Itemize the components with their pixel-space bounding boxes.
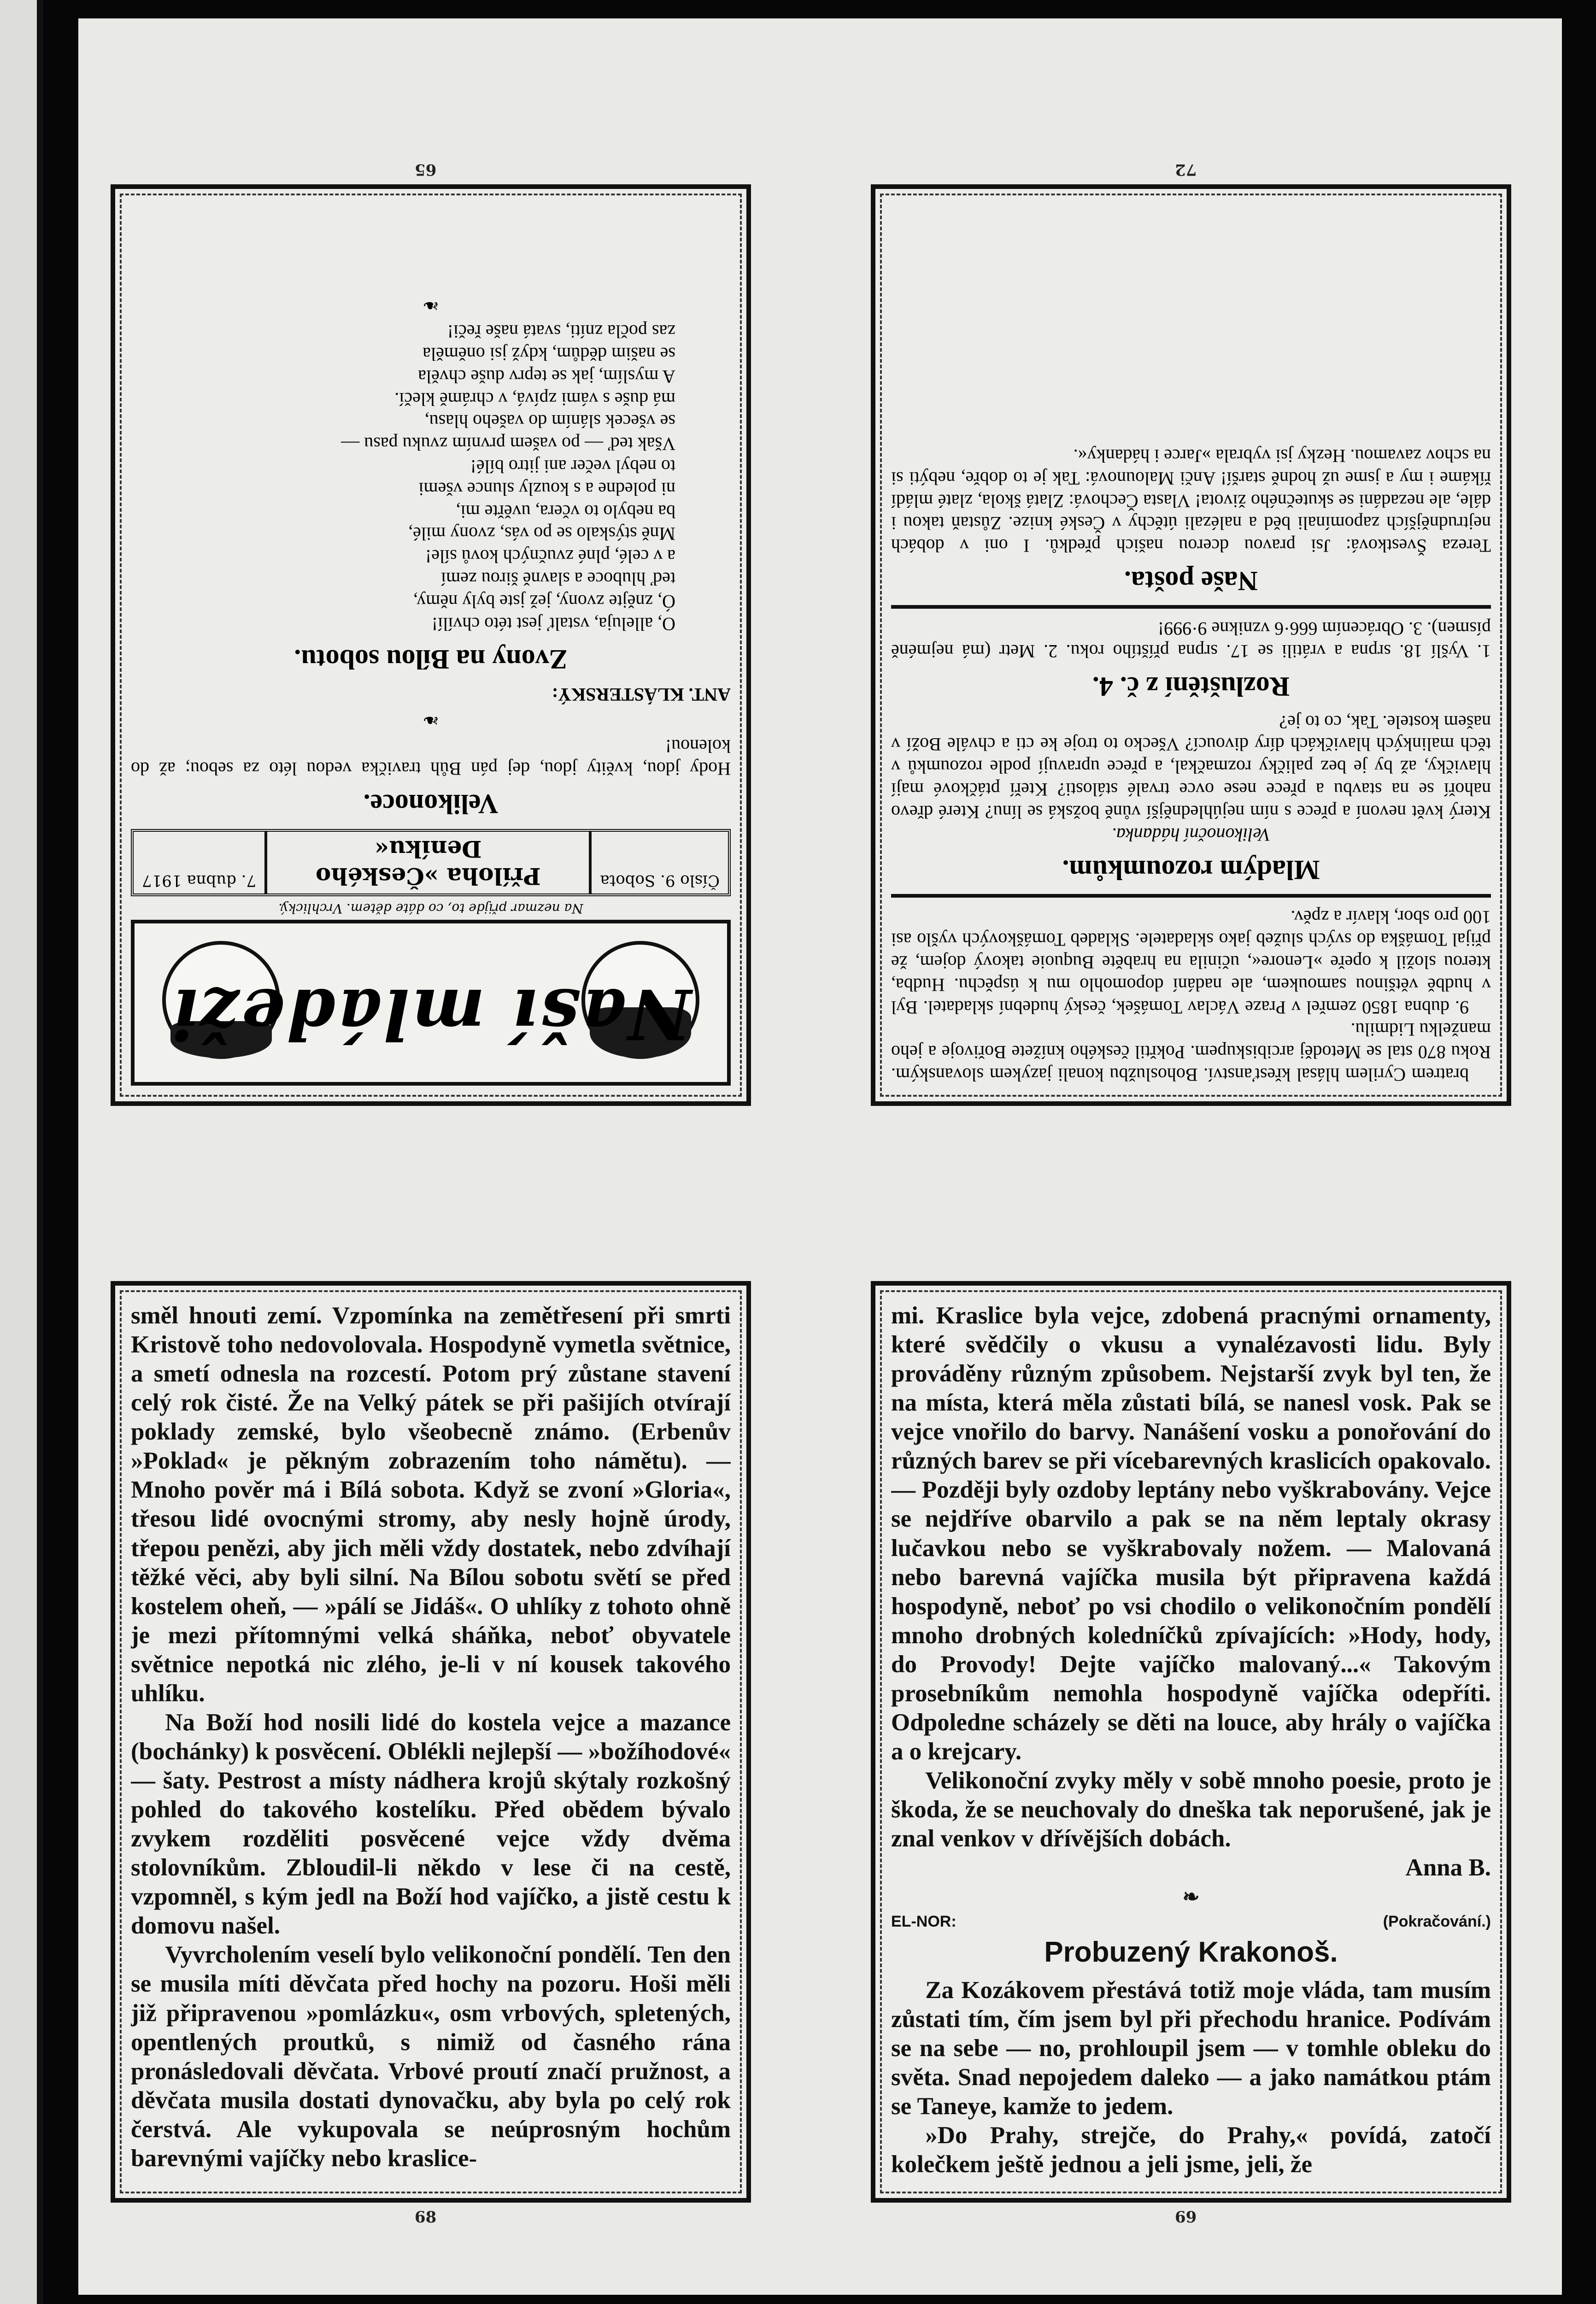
velikonoce-heading: Velikonoce.: [363, 789, 499, 819]
page-number-72: 72: [1175, 160, 1197, 179]
banner-title: Naší mládeži: [170, 973, 692, 1054]
ornament-icon: ❧: [422, 294, 440, 317]
masthead-issue: Číslo 9. Sobota: [600, 871, 720, 890]
signature: Anna B.: [1405, 1854, 1491, 1881]
mladym-rozoumkum-heading: Mladým rozoumkům.: [1062, 854, 1320, 885]
page-68-content: [131, 1301, 731, 2182]
page-68-text: [131, 1301, 731, 2173]
poem-line: se všecek sláním do vašeho hlasu,: [424, 411, 675, 432]
poem-line: ba nebylo to včera, uvěřte mi,: [456, 501, 675, 522]
page-72: [871, 160, 1511, 1106]
poem-line: Však teď — po vašem prvním zvuku pasu —: [341, 434, 675, 455]
paragraph: Velikonoční zvyky měly v sobě mnoho poesie, proto je škoda, že se neuchovaly do dneška tak neporušené, jak je znal venkov v dřívějších dobách.: [891, 1767, 1491, 1852]
paragraph: bratrem Cyrilem hlásal křesťanství. Bohoslužbu konali jazykem slovanským. Roku 870 stal se Metoděj arcibiskupem. Pokřtil českého knížete Bořivoje a jeho manželku Lidmilu.: [891, 1019, 1491, 1085]
ornament-icon: ❧: [1182, 1886, 1200, 1909]
zvony-heading: Zvony na Bílou sobotu.: [294, 644, 568, 675]
continued-note: (Pokračování.): [1383, 1912, 1491, 1930]
author-elnor: EL-NOR:: [891, 1912, 956, 1930]
riddle-text: Který květ nevoní a přece s ním nejúhlednější vůně božská se línu? Které dřevo nahoří se na stavbu a přece nese ovce trvalé stálosti? Kteří ptáčkové mají hlavičky, až by je bez paličky rozmačkal, a přece upravují podle rozoumků v těch malinkých hlavičkách díry divoucí? Všecko to troje ke cti a chvále Boží v našem kostele. Tak, co to je?: [891, 711, 1491, 823]
page-72-content: [891, 205, 1491, 1086]
paragraph: 9. dubna 1850 zemřel v Praze Václav Tomášek, český hudební skladatel. Byl v hudbě většinou samoukem, ale nadání dopomohlo mu k úspěchu. Hudba, kterou složil k opeře »Lenore«, učinila na hraběte Buquoie takový dojem, že přijal Tomáška do svých služeb jako skladatele. Skladeb Tomáškových vyšlo asi 100 pro sbor, klavír a zpěv.: [891, 907, 1491, 1018]
poem-line: Ó, znějte zvony, jež jste byly němy,: [413, 591, 675, 612]
poem-line: teď hluboce a slavně širou zemí: [440, 569, 675, 590]
velikonoce-verse: Hody jdou, kvěity jdou, dej pán Bůh travička vedou léto za sebou; až do kolenou!: [131, 736, 731, 779]
paragraph: Vyvrcholením veselí bylo velikonoční pondělí. Ten den se musila míti děvčata před hochy na pozoru. Hoši měli již připravenou »pomlázku«, osm vrbových, spletených, opentlených proutků, s nimiž od časného rána pronásledovali děvčata. Vrbové proutí značí pružnost, a děvčata musila dostati dynovačku, aby byla po celý rok čerstvá. Ale vykupovala se neúprosným hochům barevnými vajíčky nebo kraslice-: [131, 1941, 731, 2172]
poem-line: a v celé, plné zvučných kovů síle!: [425, 546, 675, 567]
ornament-icon: ❧: [422, 708, 440, 732]
tagline: Na nezmar přijde to, co dáte dětem. Vrchlický.: [278, 901, 583, 916]
masthead-title: Příloha »Českého Deníku«: [264, 832, 592, 893]
poem-line: ni poledne a s kouzly slunce všemi: [418, 478, 675, 500]
post-text: Tereza Švestková: Jsi pravou dcerou našich předků. I oni v dobách nejtrudnějších zapomínali běd a nalézali útěchy v České knize. Zůstaň takou i dále, ale nezadáni se skutečného života! Vlasta Čechová: Zlatá škola, zlaté mládí říkáme i my a jsme už hodně starší! Anči Malounová: Tak je to dobře, nebýti si na schov zavamou. Hezky jsi vybrala »Jarce i hádanky«.: [891, 446, 1491, 557]
page-69-text: [891, 1301, 1491, 2179]
nasi-mladezi-banner: [131, 920, 731, 1086]
page-number-69: 69: [1175, 2208, 1197, 2227]
solution-text: 1. Vyšlí 18. srpna a vrátili se 17. srpna příštího roku. 2. Metr (má nejméně písmen). 3. Obrácením 666·6 vznikne 9·999!: [891, 618, 1491, 662]
scanned-sheet: [78, 18, 1562, 2295]
poem-line: zas počla zníti, svatá naše řeči!: [447, 321, 675, 342]
paragraph: mi. Kraslice byla vejce, zdobená pracnými ornamenty, které svědčily o vkusu a vynalézavosti lidu. Byly prováděny různým způsobem. Nejstarší zvyk byl ten, že na místa, která měla zůstati bílá, se nanesl vosk. Pak se vejce vnořilo do barvy. Nanášení vosku a ponořování do různých barev se při vícebarevných kraslicích opakovalo. — Později byly ozdoby leptány nebo vyškrabovány. Vejce se nejdříve obarvilo a pak se na něm leptaly okrasy lučavkou nebo se vyškrabovaly nožem. — Malovaná nebo barevná vajíčka musila být připravena každá hospodyně, neboť po vsi chodilo o velikonočním pondělí mnoho drobných koledníčků zpívajících: »Hody, hody, do Provody! Dejte vajíčko malovaný...« Takovým prosebníkům nemohla hospodyně vajíčka odepříti. Odpoledne scházely se děti na louce, aby hrály o vajíčka a o krejcary.: [891, 1302, 1491, 1765]
poem-line: O, alleluja, vstalť jest této chvílí!: [431, 613, 675, 635]
paragraph: Za Kozákovem přestává totiž moje vláda, tam musím zůstati tím, čím jsem byl při přechodu hranice. Podívám se na sebe — no, prohloupil jsem — v tomhle obleku do světa. Snad nepojedem daleko — a jako namátkou ptám se Taneye, kamže to jedem.: [891, 1976, 1491, 2120]
krakonos-heading: Probuzený Krakonoš.: [1044, 1936, 1338, 1969]
page-69: [871, 1281, 1511, 2227]
paragraph: směl hnouti zemí. Vzpomínka na zemětřesení při smrti Kristově toho nedovolovala. Hospodyně vymetla světnice, a smetí odnesla na rozcestí. Potom prý zůstane stavení celý rok čisté. Že na Velký pátek se při pašijích otvírají poklady zemské, bylo všeobecně známo. (Erbenův »Poklad« je pěkným zobrazením toho námětu). — Mnoho pověr má i Bílá sobota. Když se zvoní »Gloria«, třesou lidé ovocnými stromy, aby nesly hojně úrody, třepou penězi, aby jich měli vždy dostatek, nebo zdvíhají těžké věci, aby byli silní. Na Bílou sobotu světí se před kostelem oheň, — »pálí se Jidáš«. O uhlíky z tohoto ohně je mezi přítomnými velká sháňka, neboť obyvatele světnice nepotká nic zlého, je-li v ní kousek takového uhlíku.: [131, 1302, 731, 1707]
zvony-poem: [131, 320, 731, 635]
rozlusteni-heading: Rozluštění z č. 4.: [1092, 671, 1290, 702]
masthead-date: 7. dubna 1917: [142, 871, 257, 890]
poem-line: se našim dědům, když jsi oněměla: [422, 344, 675, 365]
paragraph: »Do Prahy, strejče, do Prahy,« povídá, zatočí kolečkem ještě jednou a jeli jsme, jeli, že: [891, 2122, 1491, 2178]
nase-posta-heading: Naše pošta.: [1124, 566, 1258, 597]
poem-line: má duše s vámi zpívá, v chrámě klečí.: [394, 388, 675, 410]
riddle-subtitle: Velikonoční hádanka.: [1111, 824, 1271, 845]
author-klastersky: ANT. KLÁSTERSKÝ:: [552, 684, 731, 705]
byline-row: [891, 1912, 1491, 1931]
page-69-content: [891, 1301, 1491, 2182]
page-68: [111, 1281, 751, 2227]
page-65: [111, 160, 751, 1106]
page-72-intro: [891, 906, 1491, 1086]
poem-line: Mně stýskalo se po vás, zvony milé,: [408, 523, 675, 545]
page-number-65: 65: [415, 160, 437, 179]
paragraph: Na Boží hod nosili lidé do kostela vejce a mazance (bochánky) k posvěcení. Oblékli nejlepší — »božíhodové« — šaty. Pestrost a místy nádhera krojů skýtaly rozkošný pohled do takového kostelíku. Před obědem bývalo zvykem rozděliti posvěcené vejce vždy dvěma stolovníkům. Zbloudil-li někdo v lese či na cestě, vzpomněl, s kým jedl na Boží hod vajíčko, a jistě cestu k domovu našel.: [131, 1709, 731, 1940]
masthead: [131, 829, 731, 896]
page-number-68: 68: [415, 2208, 437, 2227]
poem-line: to nebyl večer ani jitro bílé!: [470, 456, 675, 477]
poem-line: A myslím, jak se teprv duše chvěla: [418, 366, 675, 387]
page-65-content: [131, 205, 731, 1086]
binding-strip: [0, 0, 43, 2304]
